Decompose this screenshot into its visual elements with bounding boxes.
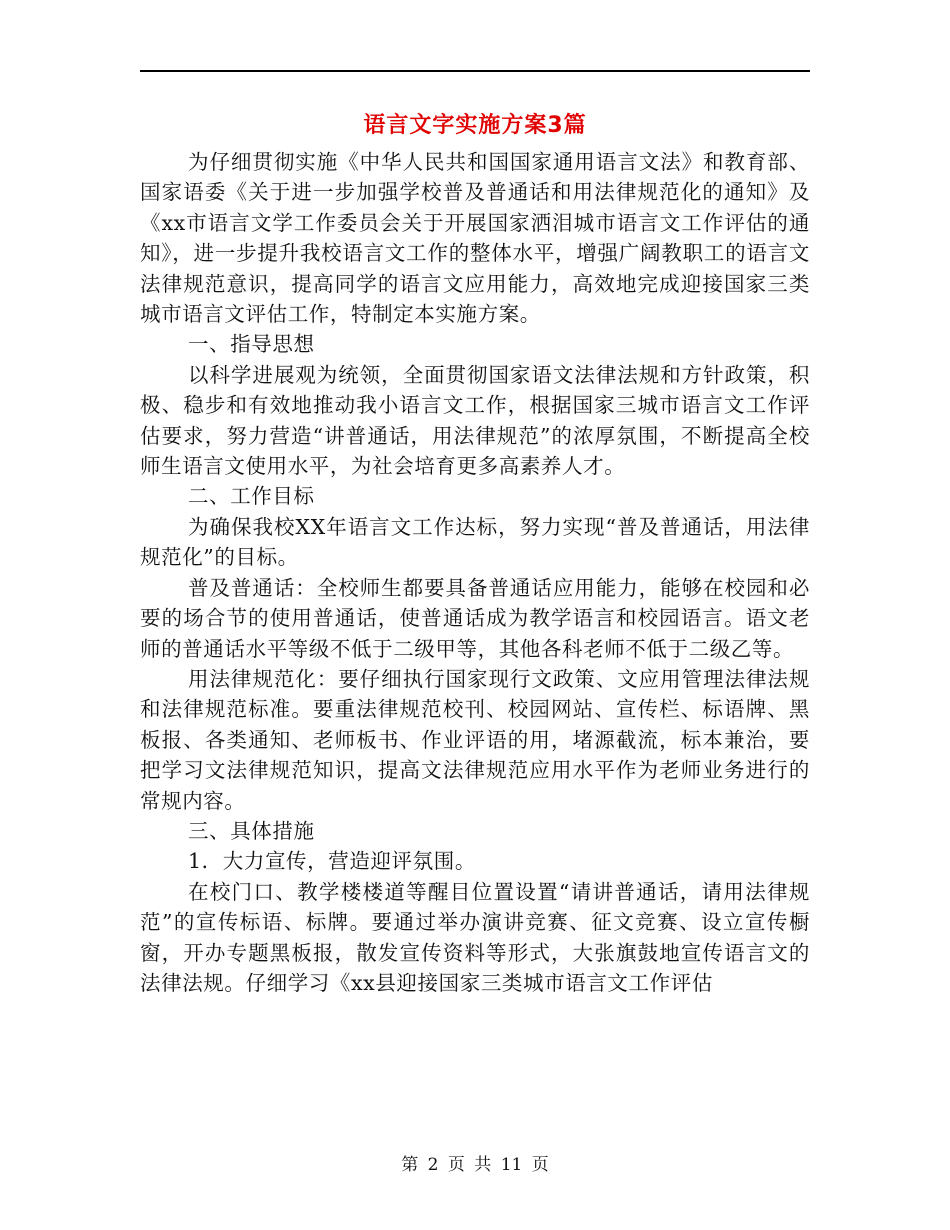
page-number: 第 2 页 共 11 页 xyxy=(401,1155,549,1175)
document-body xyxy=(140,147,810,998)
document-title: 语言文字实施方案3篇 xyxy=(363,113,587,138)
header-rule xyxy=(140,70,810,72)
body-paragraph: 在校门口、教学楼楼道等醒目位置设置“请讲普通话，请用法律规范”的宣传标语、标牌。要通过举办演讲竞赛、征文竞赛、设立宣传橱窗，开办专题黑板报，散发宣传资料等形式，大张旗鼓地宣传语言文的法律法规。仔细学习《xx县迎接国家三类城市语言文工作评估 xyxy=(140,879,810,995)
body-paragraph: 用法律规范化：要仔细执行国家现行文政策、文应用管理法律法规和法律规范标准。要重法律规范校刊、校园网站、宣传栏、标语牌、黑板报、各类通知、老师板书、作业评语的用，堵源截流，标本兼治，要把学习文法律规范知识，提高文法律规范应用水平作为老师业务进行的常规内容。 xyxy=(140,666,810,813)
body-paragraph: 为确保我校XX年语言文工作达标，努力实现“普及普通话，用法律规范化”的目标。 xyxy=(140,514,810,570)
section-heading: 一、指导思想 xyxy=(188,332,315,357)
body-paragraph: 为仔细贯彻实施《中华人民共和国国家通用语言文法》和教育部、国家语委《关于进一步加强学校普及普通话和用法律规范化的通知》及《xx市语言文学工作委员会关于开展国家洒泪城市语言文工作评估的通知》，进一步提升我校语言文工作的整体水平，增强广阔教职工的语言文法律规范意识，提高同学的语言文应用能力，高效地完成迎接国家三类城市语言文评估工作，特制定本实施方案。 xyxy=(140,150,810,327)
body-paragraph: 以科学进展观为统领，全面贯彻国家语文法律法规和方针政策，积极、稳步和有效地推动我小语言文工作，根据国家三城市语言文工作评估要求，努力营造“讲普通话，用法律规范”的浓厚氛围，不断提高全校师生语言文使用水平，为社会培育更多高素养人才。 xyxy=(140,362,810,479)
subsection-heading: 1．大力宣传，营造迎评氛围。 xyxy=(188,849,476,874)
section-heading: 三、具体措施 xyxy=(188,818,315,843)
section-heading: 二、工作目标 xyxy=(188,484,315,509)
body-paragraph: 普及普通话：全校师生都要具备普通话应用能力，能够在校园和必要的场合节的使用普通话，使普通话成为教学语言和校园语言。语文老师的普通话水平等级不低于二级甲等，其他各科老师不低于二级乙等。 xyxy=(140,575,810,661)
